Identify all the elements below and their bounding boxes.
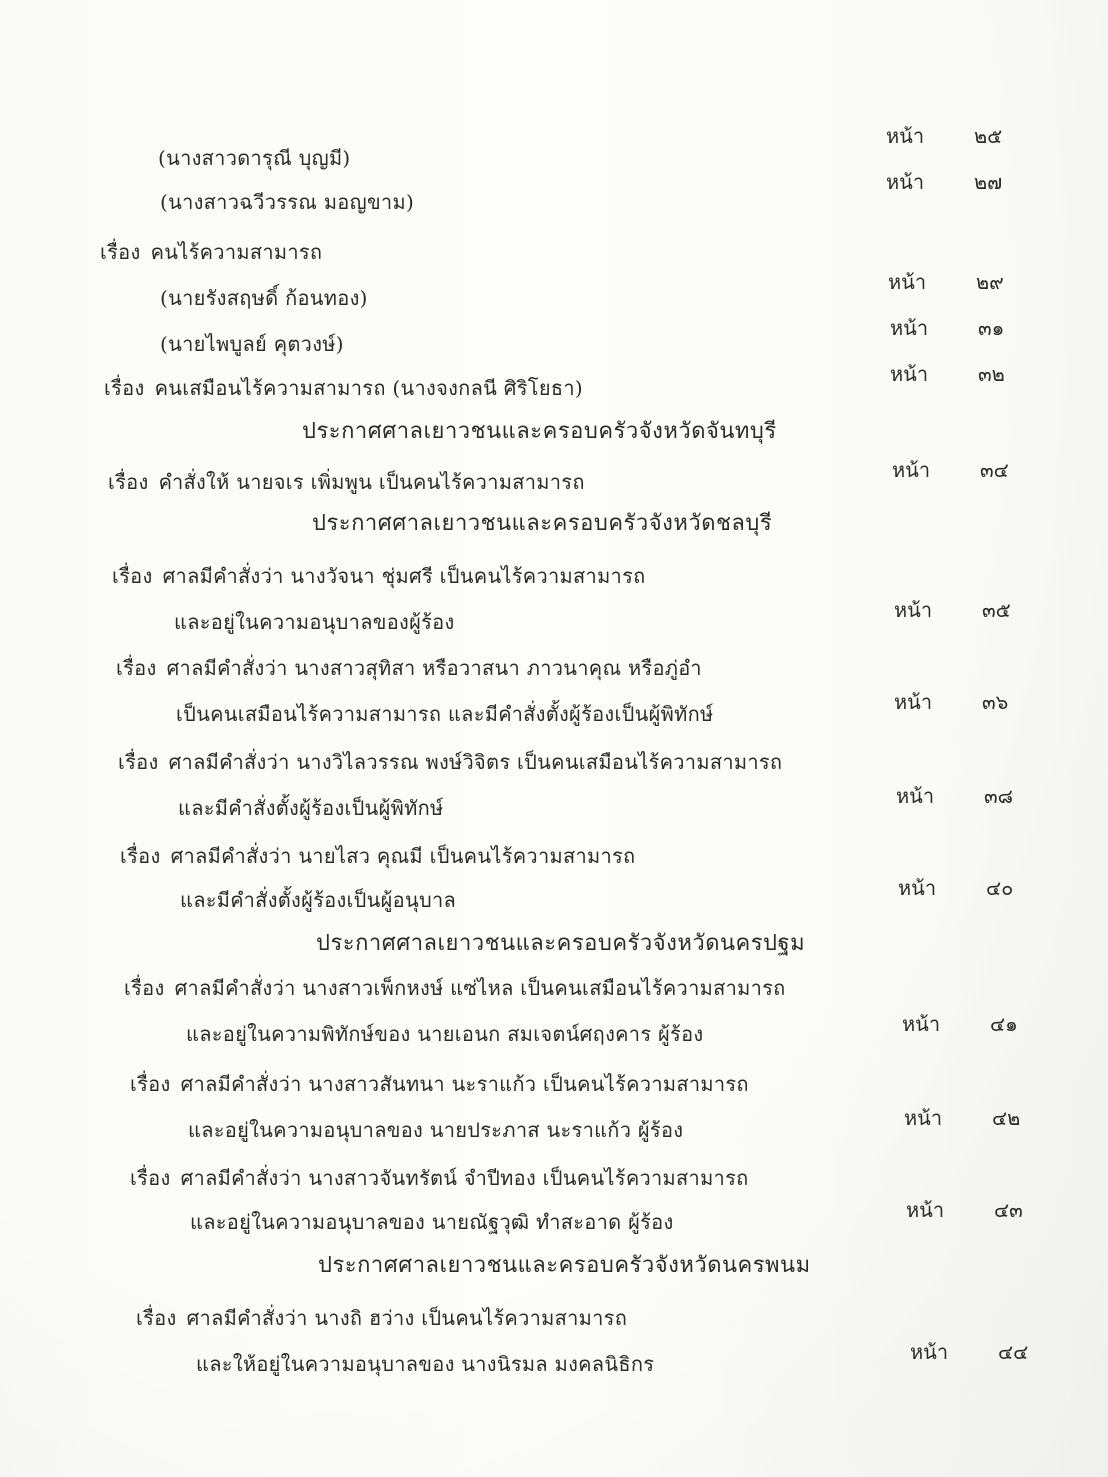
topic-label: เรื่อง (118, 750, 159, 774)
page-reference (896, 784, 1013, 808)
page-number: ๓๕ (982, 598, 1011, 622)
entry-line (176, 702, 713, 726)
topic-label: เรื่อง (120, 844, 161, 868)
page-reference (902, 1012, 1018, 1036)
page-reference (898, 876, 1013, 900)
entry-line (180, 888, 456, 912)
section-heading-text: ประกาศศาลเยาวชนและครอบครัวจังหวัดนครพนม (318, 1253, 811, 1278)
section-heading-text: ประกาศศาลเยาวชนและครอบครัวจังหวัดจันทบุรี (302, 419, 777, 444)
entry-text: (นางสาวฉวีวรรณ มอญขาม) (160, 190, 415, 214)
page-word: หน้า (894, 598, 933, 622)
page-number: ๒๗ (974, 170, 1003, 194)
section-heading-text: ประกาศศาลเยาวชนและครอบครัวจังหวัดนครปฐม (316, 931, 806, 956)
entry-text: และมีคำสั่งตั้งผู้ร้องเป็นผู้พิทักษ์ (178, 796, 444, 820)
page-word: หน้า (888, 270, 927, 294)
entry-text: ศาลมีคำสั่งว่า นางถิ ฮว่าง เป็นคนไร้ความสามารถ (186, 1306, 628, 1330)
topic-label: เรื่อง (100, 240, 141, 264)
page-reference (906, 1198, 1023, 1222)
page-number: ๔๒ (992, 1106, 1021, 1130)
page-word: หน้า (896, 784, 935, 808)
entry-text: คำสั่งให้ นายจเร เพิ่มพูน เป็นคนไร้ความสามารถ (158, 470, 585, 494)
entry-line (100, 240, 322, 264)
page-reference (910, 1340, 1028, 1364)
page-reference (888, 270, 1004, 294)
entry-line (160, 190, 414, 214)
entry-line (188, 1118, 683, 1142)
topic-label: เรื่อง (130, 1072, 171, 1096)
page-word: หน้า (902, 1012, 941, 1036)
section-heading (312, 512, 772, 536)
entry-line (196, 1352, 654, 1376)
entry-text: ศาลมีคำสั่งว่า นายไสว คุณมี เป็นคนไร้ความสามารถ (170, 844, 636, 868)
entry-text: และมีคำสั่งตั้งผู้ร้องเป็นผู้อนุบาล (180, 888, 457, 912)
page-reference (894, 598, 1011, 622)
entry-text: ศาลมีคำสั่งว่า นางสาวจันทรัตน์ จำปีทอง เป็นคนไร้ความสามารถ (180, 1166, 749, 1190)
entry-line (104, 376, 583, 400)
page-reference (886, 124, 1002, 148)
entry-text: และอยู่ในความอนุบาลของ นายประภาส นะราแก้ว ผู้ร้อง (188, 1118, 684, 1142)
page-word: หน้า (894, 690, 933, 714)
entry-text: และอยู่ในความอนุบาลของผู้ร้อง (174, 610, 455, 634)
entry-text: ศาลมีคำสั่งว่า นางวัจนา ชุ่มศรี เป็นคนไร้ความสามารถ (162, 564, 646, 588)
page-reference (890, 316, 1004, 340)
page-number: ๓๘ (984, 784, 1014, 808)
entry-line (108, 470, 585, 494)
page-number: ๓๑ (978, 316, 1005, 340)
entry-text: (นายไพบูลย์ คุตวงษ์) (160, 332, 344, 356)
page-word: หน้า (910, 1340, 949, 1364)
page-reference (886, 170, 1002, 194)
page-word: หน้า (886, 170, 925, 194)
entry-line (190, 1210, 674, 1234)
entry-line (136, 1306, 627, 1330)
entry-text: คนเสมือนไร้ความสามารถ (นางจงกลนี ศิริโยธา) (154, 376, 583, 400)
page-number: ๓๒ (978, 362, 1005, 386)
page-word: หน้า (906, 1198, 945, 1222)
topic-label: เรื่อง (130, 1166, 171, 1190)
entry-line (186, 1022, 703, 1046)
entry-line (160, 332, 344, 356)
entry-line (118, 750, 782, 774)
entry-text: ศาลมีคำสั่งว่า นางสาวสันทนา นะราแก้ว เป็นคนไร้ความสามารถ (180, 1072, 749, 1096)
page-number: ๔๓ (994, 1198, 1023, 1222)
page-reference (894, 690, 1008, 714)
entry-line (178, 796, 444, 820)
entry-text: ศาลมีคำสั่งว่า นางสาวสุทิสา หรือวาสนา ภาวนาคุณ หรือภู่อำ (166, 656, 702, 680)
section-heading (302, 420, 777, 444)
entry-text: และอยู่ในความพิทักษ์ของ นายเอนก สมเจตน์ศฤงคาร ผู้ร้อง (186, 1022, 704, 1046)
entry-text: ศาลมีคำสั่งว่า นางวิไลวรรณ พงษ์วิจิตร เป็นคนเสมือนไร้ความสามารถ (168, 750, 783, 774)
page-number: ๒๕ (974, 124, 1003, 148)
page-word: หน้า (890, 316, 929, 340)
entry-line (112, 564, 646, 588)
entry-line (130, 1166, 749, 1190)
page-word: หน้า (890, 362, 929, 386)
entry-line (120, 844, 635, 868)
page-word: หน้า (898, 876, 937, 900)
page-number: ๒๙ (976, 270, 1004, 294)
entry-line (158, 146, 351, 170)
entry-text: เป็นคนเสมือนไร้ความสามารถ และมีคำสั่งตั้งผู้ร้องเป็นผู้พิทักษ์ (176, 702, 714, 726)
entry-line (160, 286, 368, 310)
entry-line (124, 976, 786, 1000)
entry-text: (นางสาวดารุณี บุญมี) (158, 146, 351, 170)
topic-label: เรื่อง (104, 376, 145, 400)
section-heading-text: ประกาศศาลเยาวชนและครอบครัวจังหวัดชลบุรี (312, 511, 773, 536)
topic-label: เรื่อง (124, 976, 165, 1000)
page-reference (904, 1106, 1020, 1130)
page-word: หน้า (904, 1106, 943, 1130)
page-number: ๓๖ (982, 690, 1009, 714)
entry-line (116, 656, 702, 680)
page-reference (890, 362, 1005, 386)
section-heading (318, 1254, 811, 1278)
entry-line (174, 610, 455, 634)
topic-label: เรื่อง (112, 564, 153, 588)
topic-label: เรื่อง (116, 656, 157, 680)
entry-text: คนไร้ความสามารถ (150, 240, 323, 264)
entry-line (130, 1072, 749, 1096)
page-number: ๔๑ (990, 1012, 1018, 1036)
page-number: ๔๔ (998, 1340, 1029, 1364)
page-number: ๔๐ (986, 876, 1014, 900)
entry-text: ศาลมีคำสั่งว่า นางสาวเพ็กหงษ์ แซ่ไหล เป็นคนเสมือนไร้ความสามารถ (174, 976, 786, 1000)
section-heading (316, 932, 805, 956)
entry-text: (นายรังสฤษดิ์ ก้อนทอง) (160, 286, 368, 310)
entry-text: และอยู่ในความอนุบาลของ นายณัฐวุฒิ ทำสะอาด ผู้ร้อง (190, 1210, 674, 1234)
entry-text: และให้อยู่ในความอนุบาลของ นางนิรมล มงคลนิธิกร (196, 1352, 655, 1376)
page-number: ๓๔ (980, 458, 1009, 482)
page-word: หน้า (892, 458, 931, 482)
page-word: หน้า (886, 124, 925, 148)
topic-label: เรื่อง (108, 470, 149, 494)
page-reference (892, 458, 1009, 482)
topic-label: เรื่อง (136, 1306, 177, 1330)
